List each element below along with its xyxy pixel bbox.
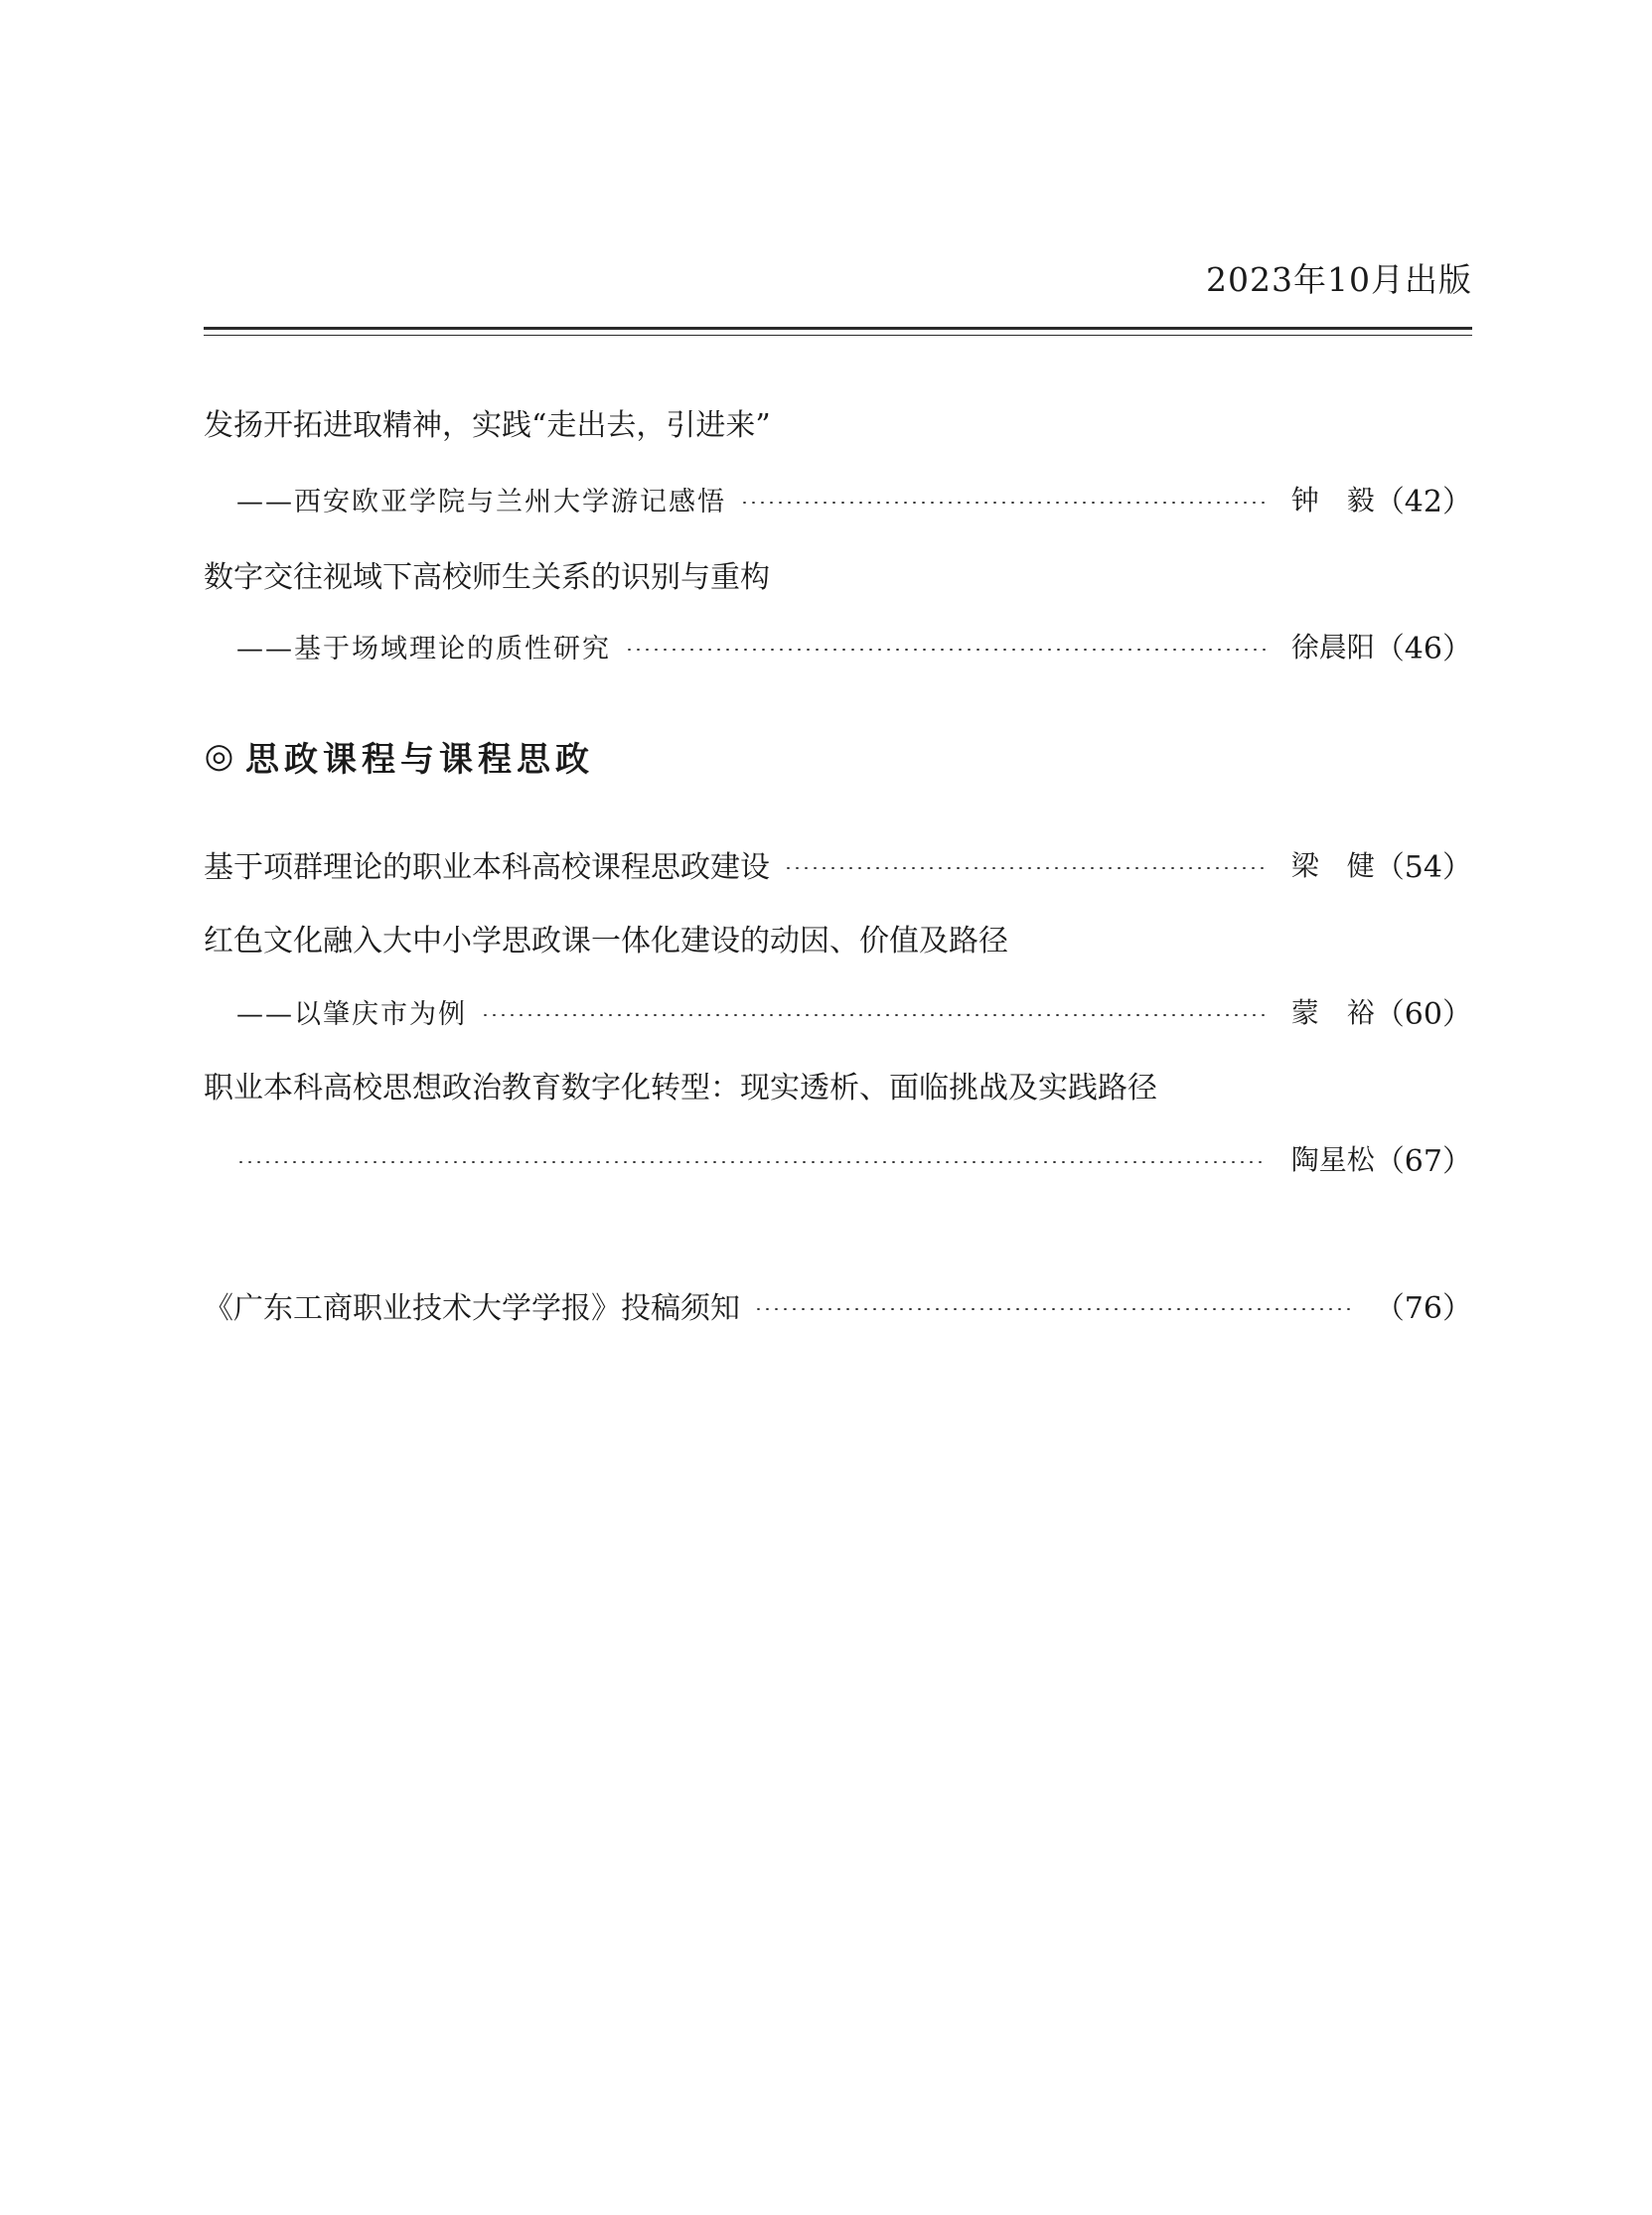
- entry-subtitle: ——西安欧亚学院与兰州大学游记感悟: [236, 486, 726, 517]
- dot-leader: [625, 649, 1268, 651]
- toc-entry-subtitle-line[interactable]: [236, 1136, 1472, 1180]
- dot-leader: [740, 502, 1268, 504]
- entry-author: 梁 健: [1290, 849, 1375, 882]
- dot-leader: [784, 867, 1268, 869]
- entry-page: （67）: [1374, 1144, 1472, 1179]
- toc-entry-title[interactable]: [204, 552, 1472, 596]
- toc-entry-title[interactable]: [204, 1063, 1472, 1107]
- dot-leader: [754, 1308, 1351, 1310]
- header-rule-thin: [204, 335, 1472, 336]
- entry-page: （76）: [1374, 1291, 1472, 1326]
- toc-entry-line[interactable]: [204, 842, 1472, 886]
- publication-date: 2023年10月出版: [1206, 260, 1472, 299]
- entry-subtitle: ——以肇庆市为例: [236, 998, 467, 1030]
- entry-page: （60）: [1374, 997, 1472, 1032]
- entry-author: 钟 毅: [1290, 484, 1375, 517]
- entry-title: 发扬开拓进取精神，实践“走出去，引进来”: [204, 408, 771, 443]
- entry-page: （54）: [1374, 850, 1472, 885]
- toc-entry-line[interactable]: [204, 1283, 1472, 1327]
- section-heading: [204, 731, 594, 781]
- entry-author: 蒙 裕: [1290, 996, 1375, 1029]
- entry-title: 红色文化融入大中小学思政课一体化建设的动因、价值及路径: [204, 924, 1008, 959]
- double-circle-icon: ◎: [204, 736, 239, 776]
- section-title: 思政课程与课程思政: [245, 739, 594, 780]
- toc-entry-subtitle-line[interactable]: [236, 477, 1472, 520]
- entry-page: （42）: [1374, 485, 1472, 519]
- header-rule-thick: [204, 327, 1472, 330]
- toc-entry-title[interactable]: [204, 400, 1472, 444]
- entry-page: （46）: [1374, 632, 1472, 666]
- entry-subtitle: ——基于场域理论的质性研究: [236, 633, 611, 664]
- notice-title: 《广东工商职业技术大学学报》投稿须知: [204, 1291, 740, 1326]
- entry-title: 基于项群理论的职业本科高校课程思政建设: [204, 850, 770, 885]
- toc-entry-subtitle-line[interactable]: [236, 989, 1472, 1033]
- entry-author: 徐晨阳: [1290, 631, 1375, 664]
- entry-title: 职业本科高校思想政治教育数字化转型：现实透析、面临挑战及实践路径: [204, 1071, 1157, 1106]
- entry-author: 陶星松: [1290, 1143, 1375, 1176]
- entry-title: 数字交往视域下高校师生关系的识别与重构: [204, 560, 770, 595]
- toc-entry-title[interactable]: [204, 916, 1472, 960]
- dot-leader: [481, 1014, 1268, 1016]
- dot-leader: [236, 1161, 1268, 1163]
- toc-entry-subtitle-line[interactable]: [236, 624, 1472, 667]
